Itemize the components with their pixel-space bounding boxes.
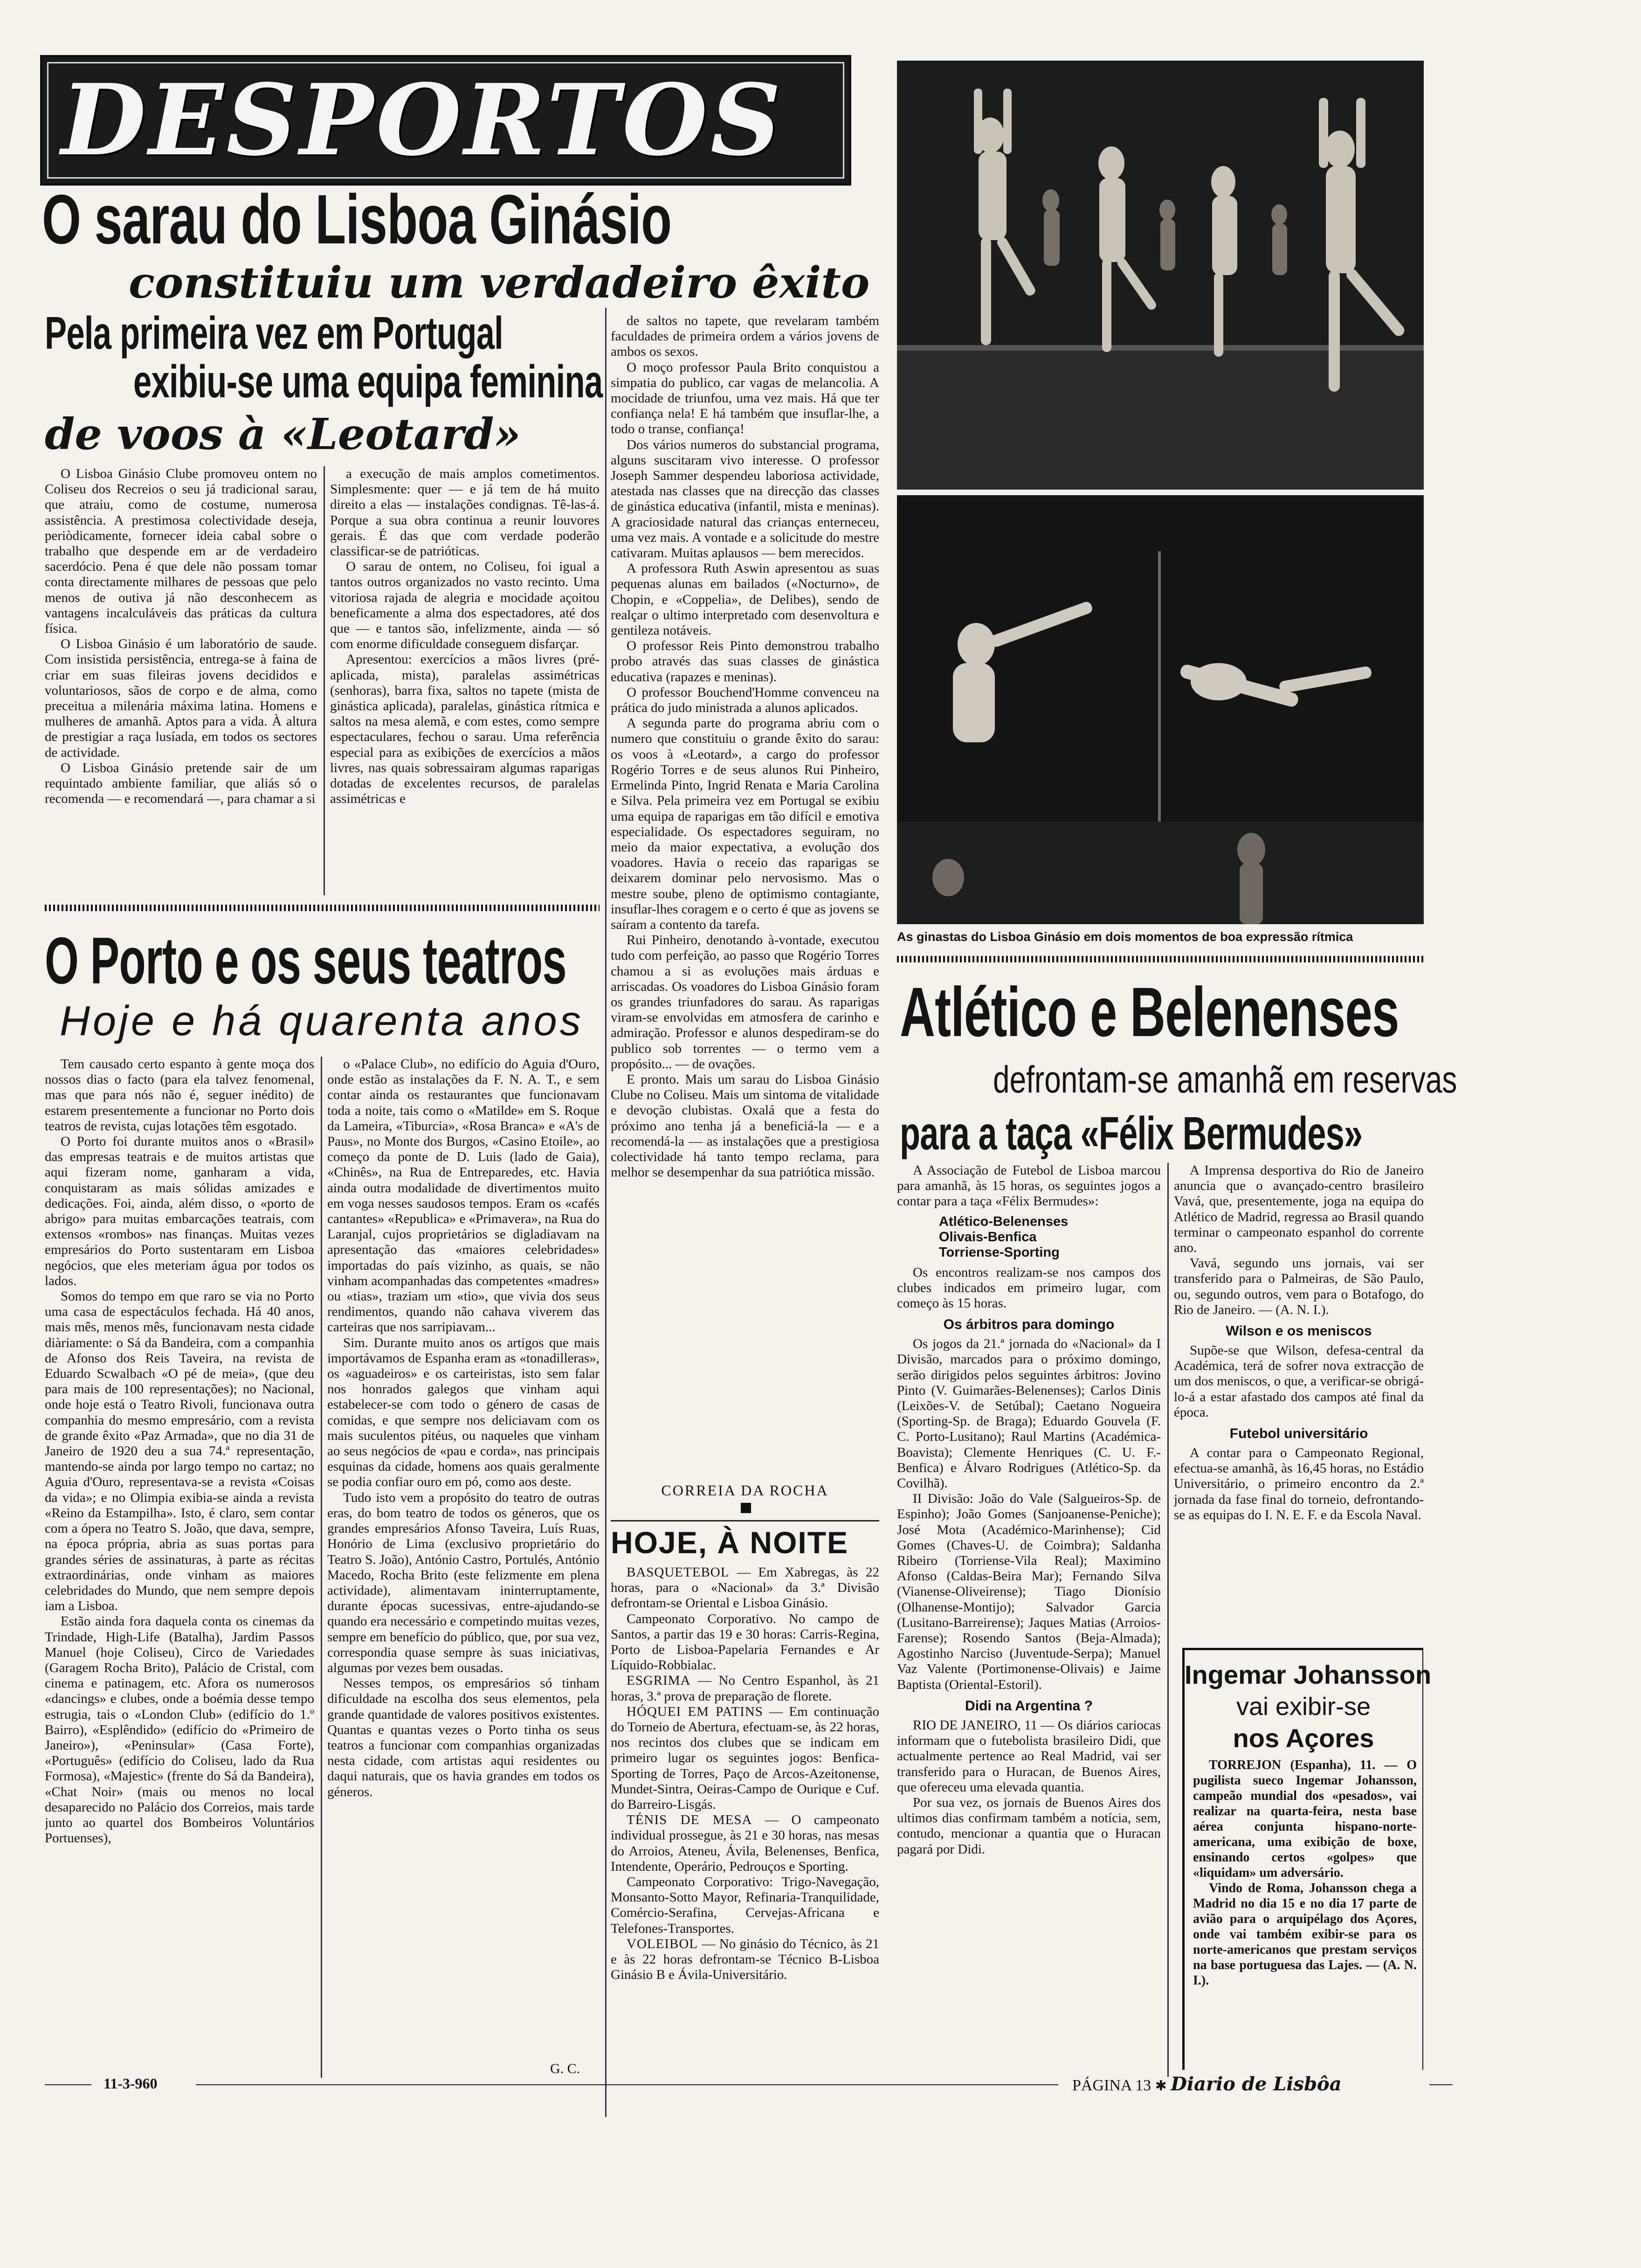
- subhead-wilson: Wilson e os meniscos: [1226, 1323, 1372, 1339]
- article3-deck-1: defrontam-se amanhã em reservas: [993, 1058, 1457, 1101]
- games-list: Atlético-Belenenses Olivais-Benfica Torriense-Sporting: [939, 1214, 1069, 1260]
- subhead-referees: Os árbitros para domingo: [943, 1317, 1115, 1333]
- article1-deck-2: exibiu-se uma equipa feminina: [133, 356, 603, 407]
- article1-deck-1: Pela primeira vez em Portugal: [45, 307, 503, 359]
- article3-deck-2: para a taça «Félix Bermudes»: [900, 1107, 1363, 1160]
- article2-column-1: Tem causado certo espanto à gente moça dos nossos dias o facto (para ela talvez fenomenal, mas que para nós não é, seguer inédito) de estarem presentemente a funcionar no Porto dois teatros de revista, cujas lotações têm esgotado. O Porto foi durante muitos anos o «Brasil» das empresas teatrais e de muitos artistas que aqui fizeram nome, ganharam a vida, conquistaram as mais sólidas amizades e dedicações. Foi, ainda, além disso, o «porto de abrigo» para muitas embarcações teatrais, com extensos «rombos» nas finanças. Muitas vezes empresários do Porto sustentaram em Lisboa negócios, que eles meteriam água por todos os lados. Somos do tempo em que raro se via no Porto uma casa de espectáculos fechada. Há 40 anos, mais mês, menos mês, funcionavam nesta cidade diàriamente: o Sá da Bandeira, com a companhia de Afonso dos Reis Taveira, na revista de Eduardo Scwalbach «O pé de meia», (que deu para mais de 100 representações); no Nacional, onde hoje está o Teatro Rivoli, funcionava outra companhia do mesmo empresário, com a revista de grande êxito «Paz Armada», que no dia 31 de Janeiro de 1920 deu a sua 74.ª representação, mantendo-se ainda por largo tempo no cartaz; no Aguia d'Ouro, representava-se a revista «Coisas da vida»; e no Olimpia exibia-se ainda a revista «Reino da Estampilha». Isto, é claro, sem contar com a ópera no Teatro S. João, que dava, sempre, na época própria, abria as suas portas para grandes séries de assinaturas, à parte as récitas extraordinárias, onde vinham as maiores celebridades do Mundo, que nem sempre depois iam a Lisboa. Estão ainda fora daquela conta os cinemas da Trindade, High-Life (Batalha), Jardim Passos Manuel (hoje Coliseu), Circo de Variedades (Garagem Rocha Brito), Palácio de Cristal, com cinema e patinagem, etc. Afora os numerosos «dancings» e clubes, onde a boémia desse tempo estrugia, tais o «London Club» (edifício do 1.º Bairro), «Esplêndido» (edifício do «Primeiro de Janeiro»), «Peninsular» (Casa Forte), «Português» (edifício do Coliseu, lado da Rua Formosa), «Majestic» (frente do Sá da Bandeira), «Chat Noir» (mais ou menos no local desaparecido no Palácio dos Correios, mais tarde junto ao quartel dos Bombeiros Voluntários Portuenses),: [45, 1057, 314, 1846]
- article2-title: O Porto e os seus teatros: [45, 924, 566, 998]
- johansson-box: [1182, 1648, 1432, 2070]
- article2-signature: G. C.: [550, 2061, 580, 2076]
- byline-ornament: [727, 1502, 765, 1514]
- footer-date: 11-3-960: [103, 2075, 158, 2092]
- agenda-item: TÉNIS DE MESA — O campeonato individual prossegue, às 21 e 30 horas, nas mesas do Arroios, Ateneu, Ávila, Belenenses, Benfica, Intendente, Operário, Pedrouços e Sporting.: [611, 1812, 879, 1874]
- agenda-title: HOJE, À NOITE: [611, 1525, 849, 1560]
- johansson-title-2: vai exibir-se: [1236, 1693, 1371, 1721]
- footer-star-icon: ✱: [1155, 2078, 1167, 2094]
- photo-gymnasts-1: [897, 61, 1424, 490]
- subhead-university: Futebol universitário: [1229, 1426, 1368, 1442]
- agenda-item: VOLEIBOL — No ginásio do Técnico, às 21 e às 22 horas defrontam-se Técnico B-Lisboa Ginásio B e Ávila-Universitário.: [611, 1936, 879, 1983]
- agenda-item: Campeonato Corporativo: Trigo-Navegação, Monsanto-Sotto Mayor, Refinaria-Tranquilidade, Comércio-Serafina, Cervejas-Africana e Telefones-Transportes.: [611, 1874, 879, 1936]
- footer-rule-mid: [196, 2084, 1058, 2085]
- article2-column-2: o «Palace Club», no edifício do Aguia d'Ouro, onde estão as instalações da F. N. A. T., e sem contar ainda os restaurantes que funcionavam toda a noite, tais como o «Matilde» em S. Roque da Lameira, «Tiburcia», «Rosa Branca» e «A's de Paus», no Monte dos Burgos, «Casino Etoile», ao começo da ponte de D. Luis (lado de Gaia), «Chinês», na Rua de Entreparedes, etc. Havia ainda outra modalidade de divertimentos muito em voga nesses saudosos tempos. Eram os «cafés cantantes» «Republica» e «Primavera», na Rua do Laranjal, cujos proprietários se digladiavam na apresentação das «maiores celebridades» importadas do país vizinho, as quais, se não vinham acompanhadas das competentes «madres» ou «tias», traziam um «tio», que vivia dos seus rendimentos, quando não cahava viverem das carteiras que nos sarripiavam... Sim. Durante muito anos os artigos que mais importávamos de Espanha eram as «tonadilleras», os «aguadeiros» e os carteiristas, isto sem falar nos honrados galegos que vinham aqui estabelecer-se com todo o género de casas de comidas, e que sempre nos deliciavam com os mais suculentos pitéus, ou naqueles que vinham ao seus negócios de «pau e corda», nas principais esquinas da cidade, homens aos quais geralmente se podia confiar ouro em pó, como aos deste. Tudo isto vem a propósito do teatro de outras eras, do bom teatro de todos os géneros, que os grandes empresários Afonso Taveira, Luís Ruas, Honório de Lima (exclusivo proprietário do Teatro S. João), António Castro, Portulés, António Macedo, Rocha Brito (este felizmente em plena actividade), alimentavam ininterruptamente, durante épocas sucessivas, entre-ajudando-se quando era necessário e competindo muitas vezes, sempre em benefício do público, que, por sua vez, correspondia quase sempre às suas iniciativas, algumas por vezes bem ousadas. Nesses tempos, os empresários só tinham dificuldade na escolha dos seus elementos, pela grande quantidade de valores positivos existentes. Quantas e quantas vezes o Porto tinha os seus teatros a funcionar com companhias organizadas nesta cidade, com artistas aqui residentes ou daqui naturais, que os havia grandes em todos os géneros.: [327, 1057, 600, 1799]
- footer-page: PÁGINA 13 ✱ Diario de Lisbôa: [1072, 2073, 1342, 2095]
- johansson-title-3: nos Açores: [1233, 1723, 1374, 1753]
- photo-gymnasts-2: [897, 495, 1424, 924]
- newspaper-name: Diario de Lisbôa: [1171, 2073, 1342, 2095]
- article3-title: Atlético e Belenenses: [900, 973, 1399, 1051]
- article3-column-1: A Associação de Futebol de Lisboa marcou para amanhã, às 15 horas, os seguintes jogos a contar para a taça «Félix Bermudes»: Atlético-Belenenses Olivais-Benfica Torriense-Sporting Os encontros realizam-se nos campos dos clubes indicados em primeiro lugar, com começo às 15 horas. Os árbitros para domingo Os jogos da 21.ª jornada do «Nacional» da I Divisão, marcados para o próximo domingo, serão dirigidos pelos seguintes árbitros: Jovino Pinto (V. Guimarães-Belenenses); Carlos Dinis (Leixões-V. de Setúbal); Caetano Nogueira (Sporting-Sp. de Braga); Eduardo Gouvela (F. C. Porto-Lusitano); Raul Martins (Académica-Boavista); Clemente Henriques (C. U. F.-Benfica) e Álvaro Rodrigues (Atlético-Sp. da Covilhã). II Divisão: João do Vale (Salgueiros-Sp. de Espinho); João Gomes (Sanjoanense-Peniche); José Mota (Académico-Marinhense); Cid Gomes (Chaves-U. de Coimbra); Saldanha Ribeiro (Torriense-Vila Real); Maximino Afonso (Caldas-Beira Mar); Fernando Silva (Vianense-Oliveirense); Tiago Dionísio (Olhanense-Montijo); Salvador Garcia (Lusitano-Barreirense); Jaques Matias (Arroios-Farense); Rosendo Santos (Beja-Almada); Agostinho Narciso (Juventude-Serpa); Manuel Vaz Valente (Portimonense-Olivais) e Jaime Baptista (Oriental-Estoril). Didi na Argentina ? RIO DE JANEIRO, 11 — Os diários cariocas informam que o futebolista brasileiro Didi, que actualmente pertence ao Real Madrid, vai ser transferido para o Huracan, de Buenos Aires, que ofereceu uma elevada quantia. Por sua vez, os jornais de Buenos Aires dos ultimos dias confirmam também a notícia, sem, contudo, mencionar a quantia que o Huracan pagará por Didi.: [897, 1163, 1161, 1857]
- article1-deck-3: de voos à «Leotard»: [45, 409, 521, 459]
- article1-column-3: de saltos no tapete, que revelaram também faculdades de primeira ordem a vários jovens de ambos os sexos. O moço professor Paula Brito conquistou a simpatia do publico, car vagas de melancolia. A mocidade de triunfou, uma vez mais. Há que ter confiança nela! E há também que insuflar-lhe, a todo o transe, confiança! Dos vários numeros do substancial programa, alguns suscitaram vivo interesse. O professor Joseph Sammer despendeu laboriosa actividade, atestada nas classes que na direcção das classes de ginástica educativa (infantil, mista e meninas). A graciosidade natural das crianças enterneceu, uma vez mais. A vontade e a solicitude do mestre cativaram. Muitas aplausos — bem merecidos. A professora Ruth Aswin apresentou as suas pequenas alunas em bailados («Nocturno», de Chopin, e «Coppelia», de Delibes), sendo de realçar o ultimo interpretado com desenvoltura e gentileza notáveis. O professor Reis Pinto demonstrou trabalho probo através das suas classes de ginástica educativa (rapazes e meninas). O professor Bouchend'Homme convenceu na prática do judo ministrada a alunos aplicados. A segunda parte do programa abriu com o numero que constituiu o grande êxito do sarau: os voos à «Leotard», a cargo do professor Rogério Torres e de seus alunos Rui Pinheiro, Ermelinda Pinto, Ingrid Renata e Maria Carolina e Silva. Pela primeira vez em Portugal se exibiu uma equipa de raparigas em tão difícil e emotiva especialidade. Os espectadores seguiram, no meio da maior expectativa, a evolução dos voadores. Havia o receio das raparigas se deixarem dominar pelo nervosismo. Mas o mestre soube, pleno de optimismo contagiante, insuflar-lhes coragem e o certo é que as jovens se saíram a contento da tarefa. Rui Pinheiro, denotando à-vontade, executou tudo com perfeição, ao passo que Rogério Torres chamou a si as evoluções mais árduas e arriscadas. Os voadores do Lisboa Ginásio foram os grandes triunfadores do sarau. As raparigas viram-se envolvidas em atmosfera de carinho e admiração. Professor e alunos despediram-se do publico sob torrentes — o termo vem a propósito... — de ovações. E pronto. Mais um sarau do Lisboa Ginásio Clube no Coliseu. Mais um sintoma de vitalidade e devoção clubistas. Oxalá que a festa do próximo ano tenha já a beneficiá-la — e a recomendá-la — as instalações que a prestigiosa colectividade há tanto tempo reclama, para melhor se desempenhar da sua patriótica missão.: [611, 313, 879, 1180]
- agenda-item: BASQUETEBOL — Em Xabregas, às 22 horas, para o «Nacional» da 3.ª Divisão defrontam-se Oriental e Lisboa Ginásio.: [611, 1565, 879, 1611]
- photo-caption: As ginastas do Lisboa Ginásio em dois momentos de boa expressão rítmica: [897, 930, 1353, 944]
- rule-article3-top: [897, 956, 1424, 962]
- article1-column-2: a execução de mais amplos cometimentos. Simplesmente: quer — e já tem de há muito direito a elas — instalações condignas. Tê-las-á. Porque a sua obra continua a reunir louvores gerais. É das que com verdade poderão classificar-se de patrióticas. O sarau de ontem, no Coliseu, foi igual a tantos outros organizados no vasto recinto. Uma vitoriosa rajada de alegria e mocidade açoitou beneficamente a alma dos espectadores, até dos que — e tantos são, infelizmente, ainda — só com enorme dificuldade conseguem disfarçar. Apresentou: exercícios a mãos livres (pré-aplicada, mista), paralelas assimétricas (senhoras), barra fixa, saltos no tapete (mista de ginástica aplicada), paralelas, ginástica rítmica e saltos na mesa alemã, e com estes, como sempre espectaculares, fechou o sarau. Uma referência especial para as exibições de exercícios a mãos livres, nas quais sobressairam algumas raparigas dotadas de excelentes recursos, de paralelas assimétricas e: [330, 466, 600, 807]
- article1-subtitle: constituiu um verdadeiro êxito: [129, 257, 870, 308]
- agenda-list: [611, 1565, 879, 2073]
- section-masthead: [40, 55, 851, 186]
- agenda-item: ESGRIMA — No Centro Espanhol, às 21 horas, 3.ª prova de preparação de florete.: [611, 1673, 879, 1704]
- johansson-body: TORREJON (Espanha), 11. — O pugilista sueco Ingemar Johansson, campeão mundial dos «pesados», vai realizar na quarta-feira, nesta base aérea conjunta hispano-norte-americana, uma exibição de boxe, ensinando certos «golpes» que «liquidam» um adversário. Vindo de Roma, Johansson chega a Madrid no dia 15 e no dia 17 parte de avião para o arquipélago dos Açores, onde vai também exibir-se para os norte-americanos que prestam serviços na base portuguesa das Lajes. — (A. N. I.).: [1193, 1758, 1417, 1988]
- article2-subtitle: Hoje e há quarenta anos: [60, 998, 584, 1044]
- article1-column-1: O Lisboa Ginásio Clube promoveu ontem no Coliseu dos Recreios o seu já tradicional sarau, que atraiu, como de costume, numerosa assistência. A prestimosa colectividade deseja, periòdicamente, fornecer ideia cabal sobre o trabalho que despende em ar de verdadeiro sacerdócio. Pena é que dele não possam tomar conta directamente milhares de pessoas que pelo menos de outiva já não desconhecem as vantagens incalculáveis das práticas da cultura física. O Lisboa Ginásio é um laboratório de saude. Com insistida persistência, entrega-se à faina de criar em suas fileiras jovens decididos e voluntariosos, sãos de corpo e de alma, como preceitua a milenária máxima latina. Homens e mulheres de amanhã. Aptos para a vida. À altura de prestigiar a raça lusíada, em todos os sectores de actividade. O Lisboa Ginásio pretende sair de um requintado ambiente familiar, que aliás só o recomenda — e recomendará —, para chamar a si: [45, 466, 317, 807]
- agenda-item: Campeonato Corporativo. No campo de Santos, a partir das 19 e 30 horas: Carris-Regina, Porto de Lisboa-Papelaria Fernandes e Ar Líquido-Robbialac.: [611, 1611, 879, 1673]
- subhead-didi: Didi na Argentina ?: [965, 1698, 1093, 1714]
- article1-byline: CORREIA DA ROCHA: [661, 1482, 829, 1499]
- johansson-title-1: Ingemar Johansson: [1185, 1660, 1432, 1689]
- rule-article2-top: [45, 905, 600, 911]
- article3-column-2: A Imprensa desportiva do Rio de Janeiro anuncia que o avançado-centro brasileiro Vavá, que, presentemente, joga na equipa do Atlético de Madrid, regressa ao Brasil quando terminar o campeonato espanhol do corrente ano. Vavá, segundo uns jornais, vai ser transferido para o Palmeiras, de São Paulo, ou, segundo outros, vem para o Botafogo, do Rio de Janeiro. — (A. N. I.). Wilson e os meniscos Supõe-se que Wilson, defesa-central da Académica, terá de sofrer nova extracção de um dos meniscos, o que, a verificar-se obrigá-lo-á a estar afastado dos campos até final da época. Futebol universitário A contar para o Campeonato Regional, efectua-se amanhã, às 16,45 horas, no Estádio Universitário, o primeiro encontro da 2.ª jornada da fase final do torneio, defrontando-se as equipas do I. N. E. F. e da Escola Naval.: [1174, 1163, 1424, 1522]
- agenda-item: HÓQUEI EM PATINS — Em continuação do Torneio de Abertura, efectuam-se, às 22 horas, nos recintos dos clubes que se indicam em primeiro lugar os seguintes jogos: Benfica-Sporting de Torres, Paço de Arcos-Azeitonense, Mundet-Sintra, Oeiras-Campo de Ourique e Cuf. do Barreiro-Lisgás.: [611, 1704, 879, 1812]
- section-title: DESPORTOS: [61, 62, 784, 178]
- article1-title: O sarau do Lisboa Ginásio: [42, 180, 672, 258]
- footer-rule-right: [1429, 2084, 1453, 2085]
- footer-rule-left: [45, 2084, 91, 2085]
